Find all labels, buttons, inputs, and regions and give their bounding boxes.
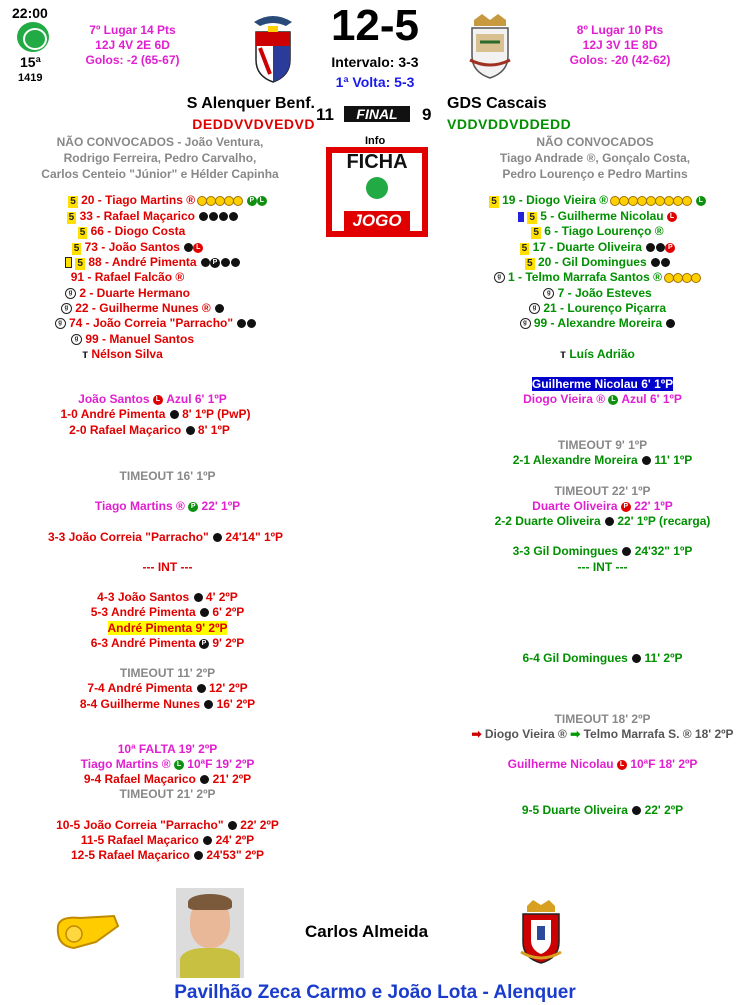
home-player-row[interactable]: g 2 - Duarte Hermano — [0, 286, 315, 301]
interval-score: Intervalo: 3-3 — [331, 54, 419, 70]
home-player-row[interactable]: 5 73 - João Santos L — [0, 240, 325, 255]
away-player-row[interactable]: 5 6 - Tiago Lourenço ® — [533, 224, 664, 238]
away-crest-icon[interactable] — [466, 12, 514, 80]
away-player-row[interactable]: g 99 - Alexandre Moreira — [410, 316, 750, 331]
event-goal: 2-2 Duarte Oliveira 22' 1ºP (recarga) — [494, 514, 711, 528]
away-form: VDDVDDVDDEDD — [447, 116, 572, 132]
referee-name[interactable]: Carlos Almeida — [305, 922, 429, 941]
ficha-jogo-logo[interactable]: FICHA JOGO — [326, 147, 428, 237]
away-player-row[interactable]: g 21 - Lourenço Piçarra — [410, 301, 750, 316]
event-goal: 2-0 Rafael Maçarico 8' 1ºP — [69, 423, 230, 437]
event-goal: 4-3 João Santos 4' 2ºP — [97, 590, 238, 604]
home-player-row[interactable]: g 74 - João Correia "Parracho" — [0, 316, 343, 331]
event-highlight: Guilherme Nicolau 6' 1ºP — [531, 377, 674, 391]
event-goal: 8-4 Guilherme Nunes 16' 2ºP — [79, 697, 256, 711]
venue-name[interactable]: Pavilhão Zeca Carmo e João Lota - Alenquer — [174, 982, 576, 1003]
away-player-row[interactable]: 5 5 - Guilherme Nicolau L — [410, 209, 750, 224]
event-timeout: TIMEOUT 18' 2ºP — [554, 712, 651, 726]
home-player-row[interactable]: g 99 - Manuel Santos — [0, 332, 320, 347]
event-card: Tiago Martins ® L 10ªF 19' 2ºP — [80, 757, 255, 771]
away-coach-row[interactable]: т Luís Adrião — [560, 347, 635, 361]
home-coach-row[interactable]: т Nélson Silva — [82, 347, 163, 361]
event-goal: 10-5 João Correia "Parracho" 22' 2ºP — [56, 818, 279, 832]
event-goal: 9-5 Duarte Oliveira 22' 2ºP — [521, 803, 684, 817]
away-player-row[interactable]: 5 20 - Gil Domingues — [410, 255, 750, 270]
game-id: 1419 — [18, 72, 43, 84]
event-card: João Santos L Azul 6' 1ºP — [78, 392, 227, 406]
home-player-row[interactable]: 5 88 - André Pimenta P — [0, 255, 340, 270]
away-player-row[interactable]: g 7 - João Esteves — [410, 286, 750, 301]
event-substitution: ➡ Diogo Vieira ® ➡ Telmo Marrafa S. ® 18' 2ºP — [471, 727, 734, 741]
event-goal: 3-3 João Correia "Parracho" 24'14" 1ºP — [47, 530, 284, 544]
competition-logo-icon — [17, 22, 49, 52]
referee-photo — [176, 888, 244, 978]
event-foul: 10ª FALTA 19' 2ºP — [117, 742, 218, 756]
home-player-row[interactable]: 5 66 - Diogo Costa — [79, 224, 186, 238]
event-goal: 1-0 André Pimenta 8' 1ºP (PwP) — [60, 407, 251, 421]
away-player-row[interactable]: g 1 - Telmo Marrafa Santos ® — [410, 270, 750, 285]
federation-crest-icon — [517, 900, 565, 964]
home-stats: 7º Lugar 14 Pts 12J 4V 2E 6D Golos: -2 (65-67) — [85, 23, 180, 67]
away-not-called: NÃO CONVOCADOS Tiago Andrade ®, Gonçalo Costa, Pedro Lourenço e Pedro Martins — [499, 135, 691, 181]
away-stats: 8º Lugar 10 Pts 12J 3V 1E 8D Golos: -20 (42-62) — [569, 23, 671, 67]
away-team-name[interactable]: GDS Cascais — [447, 95, 547, 112]
home-player-row[interactable]: g 22 - Guilherme Nunes ® — [0, 301, 330, 316]
event-goal: 7-4 André Pimenta 12' 2ºP — [87, 681, 248, 695]
home-not-called: NÃO CONVOCADOS - João Ventura, Rodrigo Ferreira, Pedro Carvalho, Carlos Centeio "Júnior" e Hélder Capinha — [41, 135, 279, 181]
whistle-icon — [52, 908, 122, 954]
away-player-row[interactable]: 5 19 - Diogo Vieira ® L — [410, 193, 750, 208]
interval-marker: --- INT --- — [142, 560, 193, 574]
event-goal: 11-5 Rafael Maçarico 24' 2ºP — [80, 833, 255, 847]
home-player-row[interactable]: 5 33 - Rafael Maçarico — [0, 209, 340, 224]
home-crest-icon[interactable] — [248, 12, 298, 84]
event-card: Diogo Vieira ® L Azul 6' 1ºP — [523, 392, 682, 406]
first-leg-score: 1ª Volta: 5-3 — [335, 74, 415, 90]
event-timeout: TIMEOUT 16' 1ºP — [119, 469, 216, 483]
event-card: Duarte Oliveira P 22' 1ºP — [532, 499, 673, 513]
home-form: DEDDVVDVEDVD — [192, 116, 315, 132]
event-goal: 12-5 Rafael Maçarico 24'53" 2ºP — [70, 848, 265, 862]
info-link[interactable]: Info — [365, 135, 386, 147]
home-number: 11 — [316, 105, 334, 124]
interval-marker: --- INT --- — [577, 560, 628, 574]
round-label: 15ª — [20, 54, 41, 70]
event-goal: 6-4 Gil Domingues 11' 2ºP — [522, 651, 683, 665]
away-number: 9 — [422, 105, 432, 124]
event-timeout: TIMEOUT 11' 2ºP — [119, 666, 216, 680]
final-score: 12-5 — [330, 1, 420, 50]
event-goal: 6-3 André Pimenta P 9' 2ºP — [90, 636, 245, 650]
final-badge: FINAL — [344, 106, 410, 122]
match-time: 22:00 — [12, 5, 48, 21]
home-player-row[interactable]: 5 20 - Tiago Martins ® P L — [0, 193, 355, 208]
home-player-row[interactable]: 91 - Rafael Falcão ® — [70, 270, 185, 284]
away-player-row[interactable]: 5 17 - Duarte Oliveira P — [410, 240, 750, 255]
event-card: Guilherme Nicolau L 10ªF 18' 2ºP — [507, 757, 698, 771]
home-team-name[interactable]: S Alenquer Benf. — [186, 95, 315, 112]
event-card: Tiago Martins ® P 22' 1ºP — [94, 499, 241, 513]
event-goal: 9-4 Rafael Maçarico 21' 2ºP — [83, 772, 252, 786]
event-timeout: TIMEOUT 21' 2ºP — [119, 787, 216, 801]
event-timeout: TIMEOUT 9' 1ºP — [557, 438, 648, 452]
event-timeout: TIMEOUT 22' 1ºP — [554, 484, 651, 498]
event-goal: 2-1 Alexandre Moreira 11' 1ºP — [512, 453, 693, 467]
event-highlight: André Pimenta 9' 2ºP — [107, 621, 228, 635]
event-goal: 3-3 Gil Domingues 24'32" 1ºP — [512, 544, 693, 558]
event-goal: 5-3 André Pimenta 6' 2ºP — [90, 605, 245, 619]
